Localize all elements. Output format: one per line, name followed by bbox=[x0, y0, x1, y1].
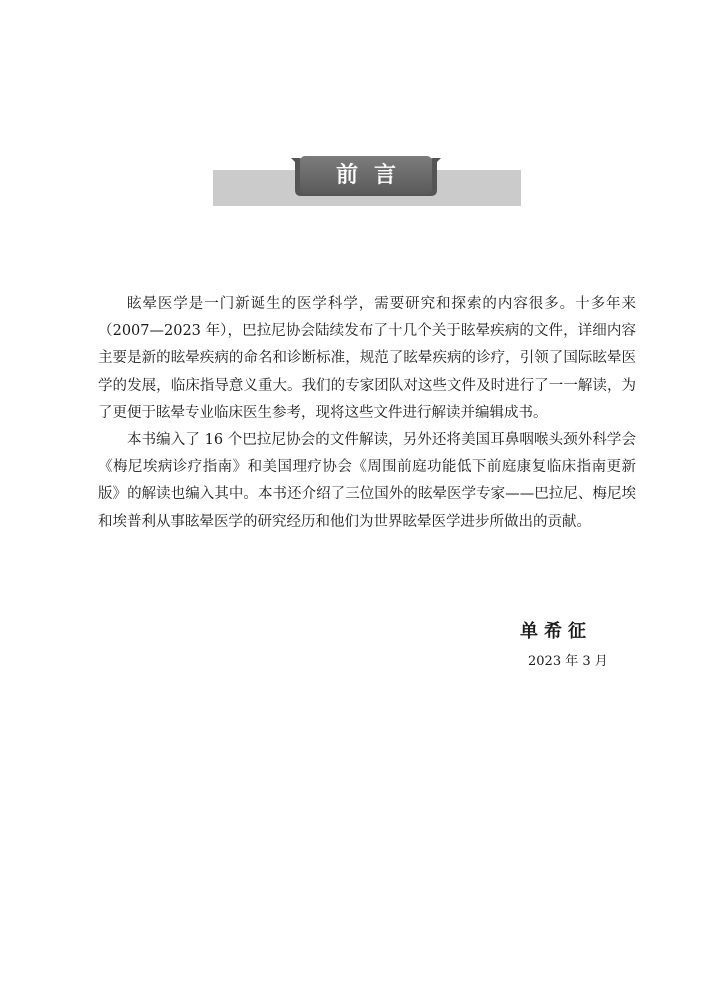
signature-date: 2023 年 3 月 bbox=[528, 654, 608, 669]
heading-banner-tab bbox=[291, 156, 441, 196]
author-signature: 单希征 bbox=[520, 621, 592, 642]
page-title: 前言 bbox=[335, 162, 412, 188]
paragraph-2: 本书编入了 16 个巴拉尼协会的文件解读，另外还将美国耳鼻咽喉头颈外科学会《梅尼埃病诊疗指南》和美国理疗协会《周围前庭功能低下前庭康复临床指南更新版》的解读也编入其中。本书还介绍了三位国外的眩晕医学专家——巴拉尼、梅尼埃和埃普利从事眩晕医学的研究经历和他们为世界眩晕医学进步所做出的贡献。 bbox=[98, 432, 636, 530]
paragraph-1: 眩晕医学是一门新诞生的医学科学，需要研究和探索的内容很多。十多年来（2007—2023 年），巴拉尼协会陆续发布了十几个关于眩晕疾病的文件，详细内容主要是新的眩晕疾病的命名和诊断标准，规范了眩晕疾病的诊疗，引领了国际眩晕医学的发展，临床指导意义重大。我们的专家团队对这些文件及时进行了一一解读，为了更便于眩晕专业临床医生参考，现将这些文件进行解读并编辑成书。 bbox=[98, 296, 636, 421]
preface-body bbox=[98, 291, 636, 536]
